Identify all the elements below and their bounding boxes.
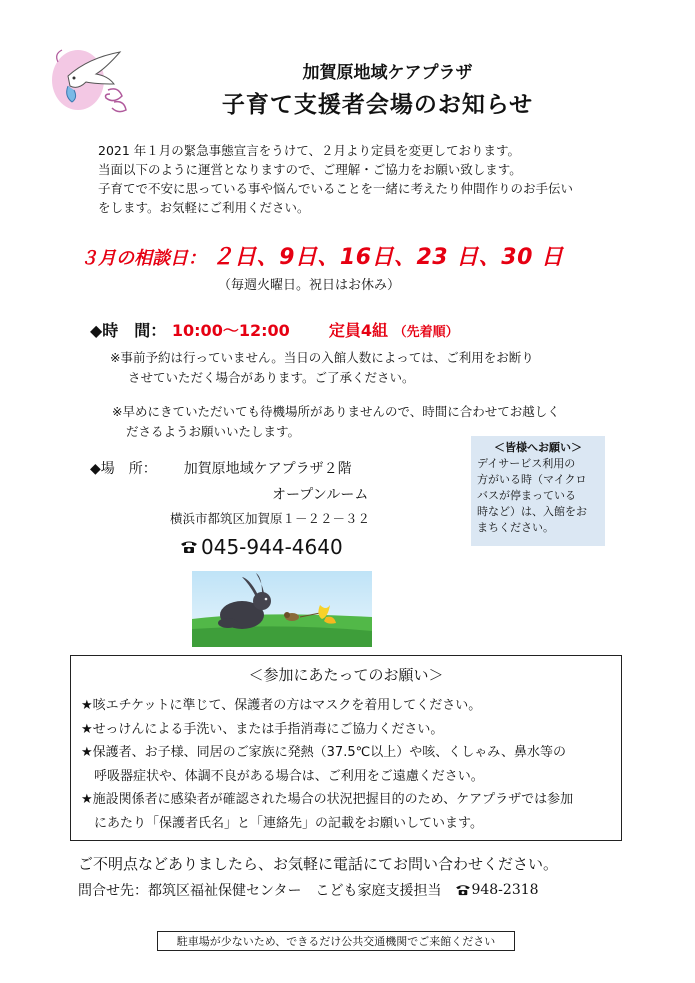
phone-number xyxy=(180,535,343,559)
note-line: ださるようお願いいたします。 xyxy=(126,424,301,439)
intro-line: をします。お気軽にご利用ください。 xyxy=(98,200,310,215)
place-name: 加賀原地域ケアプラザ２階 xyxy=(183,461,352,477)
contact-message: ご不明点などありましたら、お気軽に電話にてお問い合わせください。 xyxy=(78,855,559,873)
requests-list xyxy=(81,694,573,835)
telephone-icon xyxy=(455,884,471,896)
notice-line: デイサービス利用の xyxy=(477,457,576,470)
time-value: 10:00～12:00 xyxy=(171,321,290,340)
consultation-dates xyxy=(80,240,564,271)
notice-heading: ＜皆様へお願い＞ xyxy=(494,441,582,454)
parking-notice: 駐車場が少ないため、できるだけ公共交通機関でご来館ください xyxy=(157,931,515,951)
organization-name: 加賀原地域ケアプラザ xyxy=(302,63,473,83)
dates-note: （毎週火曜日。祝日はお休み） xyxy=(218,278,401,293)
note-line: させていただく場合があります。ご了承ください。 xyxy=(128,370,415,385)
notice-line: バスが停まっている xyxy=(477,489,576,502)
time-label: ◆時 間： xyxy=(90,321,167,340)
notice-line: 方がいる時（マイクロ xyxy=(477,473,587,486)
requests-box xyxy=(70,655,622,841)
request-item: ★せっけんによる手洗い、または手指消毒にご協力ください。 xyxy=(81,721,444,737)
intro-line: 2021 年１月の緊急事態宣言をうけて、２月より定員を変更しております。 xyxy=(98,143,521,158)
rabbit-illustration xyxy=(192,571,372,647)
phone-value: 045-944-4640 xyxy=(201,535,343,559)
reservation-note xyxy=(110,348,630,388)
intro-line: 子育てで不安に思っている事や悩んでいることを一緒に考えたり仲間作りのお手伝い xyxy=(98,181,574,196)
capacity: 定員4組 xyxy=(328,321,389,340)
intro-line: 当面以下のように運営となりますので、ご理解・ご協力をお願い致します。 xyxy=(98,162,522,177)
requests-heading: ＜参加にあたってのお願い＞ xyxy=(248,666,444,684)
place-room: オープンルーム xyxy=(272,487,369,503)
request-item: ★咳エチケットに準じて、保護者の方はマスクを着用してください。 xyxy=(81,698,482,713)
notice-box xyxy=(471,436,605,546)
notice-line: まちください。 xyxy=(477,521,554,534)
note-line: ※早めにきていただいても待機場所がありませんので、時間に合わせてお越しく xyxy=(112,404,560,419)
place-label: ◆場 所： xyxy=(90,461,157,477)
place-address: 横浜市都筑区加賀原１－２２－３２ xyxy=(170,511,371,526)
request-item: ★保護者、お子様、同居のご家族に発熱（37.5℃以上）や咳、くしゃみ、鼻水等の xyxy=(81,745,566,760)
dates-value: ２日、9日、16日、23 日、30 日 xyxy=(211,245,564,270)
contact-phone: 948-2318 xyxy=(471,882,539,898)
capacity-note: （先着順） xyxy=(393,325,459,340)
place-row xyxy=(90,458,352,478)
contact-info xyxy=(78,880,539,900)
request-item: ★施設関係者に感染者が確認された場合の状況把握目的のため、ケアプラザでは参加 xyxy=(81,792,574,807)
dates-label: ３月の相談日： xyxy=(80,248,206,269)
intro-paragraph xyxy=(98,141,658,217)
request-item: 呼吸器症状や、体調不良がある場合は、ご利用をご遠慮ください。 xyxy=(94,768,484,784)
request-item: にあたり「保護者氏名」と「連絡先」の記載をお願いしています。 xyxy=(94,815,483,831)
note-line: ※事前予約は行っていません。当日の入館人数によっては、ご利用をお断り xyxy=(110,350,534,365)
time-row xyxy=(90,318,459,341)
notice-line: 時など）は、入館をお xyxy=(477,505,587,518)
page-title: 子育て支援者会場のお知らせ xyxy=(221,92,534,118)
telephone-icon xyxy=(180,540,198,554)
contact-office: 問合せ先：都筑区福祉保健センター こども家庭支援担当 xyxy=(78,883,442,899)
